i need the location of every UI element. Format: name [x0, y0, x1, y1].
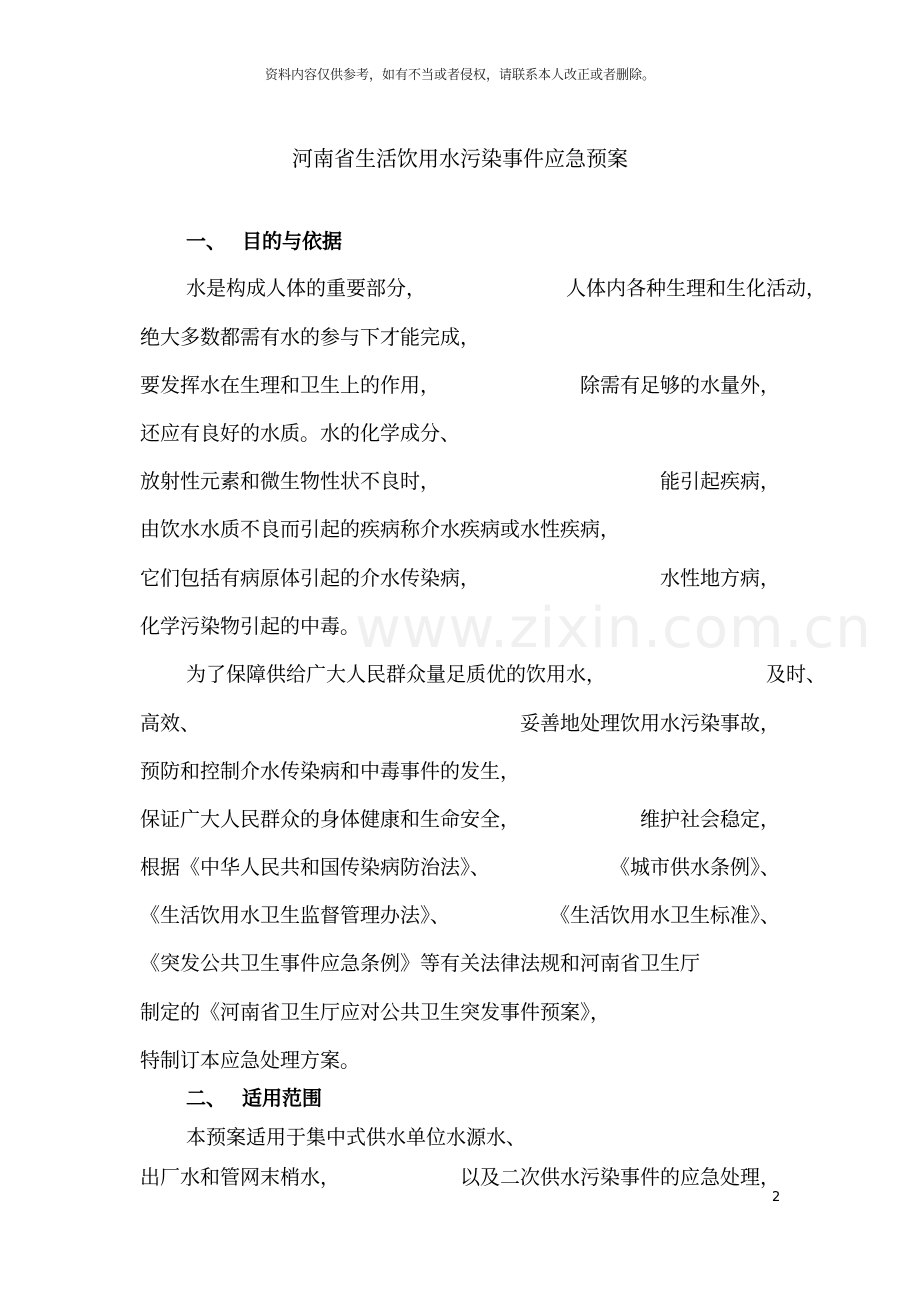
line-segment: 还应有良好的水质。水的化学成分、: [140, 421, 460, 445]
paragraph-line: [140, 273, 826, 303]
section-number: 二、: [186, 1086, 226, 1110]
watermark: www.zixin.com.cn: [355, 596, 872, 661]
line-segment: 能引起疾病，: [660, 469, 780, 493]
line-segment: 本预案适用于集中式供水单位水源水、: [186, 1125, 526, 1149]
paragraph-line: [140, 370, 780, 400]
line-segment: 除需有足够的水量外，: [580, 373, 780, 397]
line-segment: 《突发公共卫生事件应急条例》等有关法律法规和河南省卫生厅: [140, 951, 700, 975]
line-segment: 妥善地处理饮用水污染事故，: [520, 711, 780, 735]
paragraph-line: [140, 659, 826, 689]
paragraph-line: [140, 514, 780, 544]
section-heading: [186, 1083, 826, 1113]
page-number: 2: [772, 1190, 781, 1205]
paragraph-line: [140, 466, 780, 496]
line-segment: 特制订本应急处理方案。: [140, 1048, 360, 1072]
paragraph-line: [140, 708, 780, 738]
paragraph-line: [140, 611, 780, 641]
paragraph-line: [140, 1162, 780, 1192]
line-segment: 保证广大人民群众的身体健康和生命安全，: [140, 807, 520, 831]
paragraph-line: [140, 900, 780, 930]
line-segment: 为了保障供给广大人民群众量足质优的饮用水，: [186, 662, 606, 686]
line-segment: 人体内各种生理和生化活动，: [566, 276, 826, 300]
line-segment: 水性地方病，: [660, 566, 780, 590]
line-segment: 《城市供水条例》、: [610, 855, 780, 879]
section-heading-text: 目的与依据: [242, 229, 342, 253]
paragraph-line: [140, 418, 780, 448]
section-heading: [186, 226, 826, 256]
section-number: 一、: [186, 229, 226, 253]
paragraph-line: [140, 756, 780, 786]
paragraph-line: [140, 804, 780, 834]
paragraph-line: [140, 852, 780, 882]
section-heading-text: 适用范围: [242, 1086, 322, 1110]
line-segment: 根据《中华人民共和国传染病防治法》、: [140, 855, 490, 879]
paragraph-line: [140, 1122, 826, 1152]
line-segment: 高效、: [140, 711, 200, 735]
paragraph-line: [140, 948, 780, 978]
line-segment: 放射性元素和微生物性状不良时，: [140, 469, 440, 493]
line-segment: 制定的《河南省卫生厅应对公共卫生突发事件预案》，: [140, 1000, 610, 1024]
line-segment: 《生活饮用水卫生标准》、: [550, 903, 780, 927]
line-segment: 预防和控制介水传染病和中毒事件的发生，: [140, 759, 520, 783]
line-segment: 要发挥水在生理和卫生上的作用，: [140, 373, 440, 397]
line-segment: 《生活饮用水卫生监督管理办法》、: [140, 903, 450, 927]
paragraph-line: [140, 563, 780, 593]
line-segment: 化学污染物引起的中毒。: [140, 614, 360, 638]
paragraph-line: [140, 1045, 780, 1075]
line-segment: 及时、: [766, 662, 826, 686]
line-segment: 它们包括有病原体引起的介水传染病，: [140, 566, 480, 590]
line-segment: 维护社会稳定，: [640, 807, 780, 831]
line-segment: 绝大多数都需有水的参与下才能完成，: [140, 325, 480, 349]
paragraph-line: [140, 997, 780, 1027]
line-segment: 出厂水和管网末梢水，: [140, 1165, 340, 1189]
line-segment: 由饮水水质不良而引起的疾病称介水疾病或水性疾病，: [140, 517, 620, 541]
line-segment: 以及二次供水污染事件的应急处理，: [460, 1165, 780, 1189]
line-segment: 水是构成人体的重要部分，: [186, 276, 426, 300]
disclaimer-header: 资料内容仅供参考，如有不当或者侵权，请联系本人改正或者删除。: [264, 68, 655, 83]
paragraph-line: [140, 322, 780, 352]
document-title: 河南省生活饮用水污染事件应急预案: [292, 147, 628, 171]
